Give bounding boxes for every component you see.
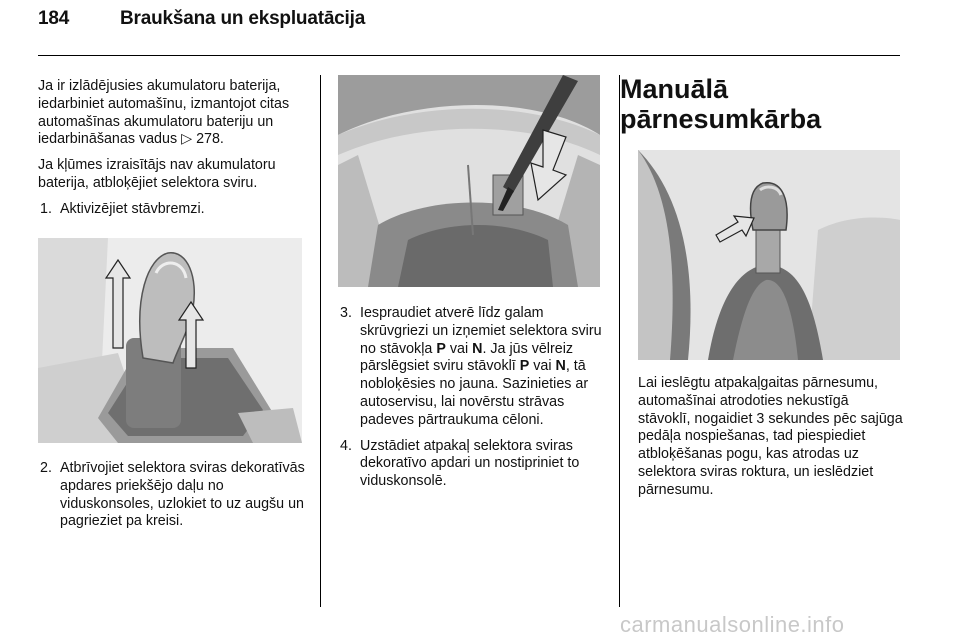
column-3 xyxy=(638,375,903,508)
figure-selector-lever xyxy=(38,238,302,443)
column-divider-2 xyxy=(619,75,620,607)
step-1: 1. Aktivizējiet stāvbremzi. xyxy=(40,200,205,217)
column-2 xyxy=(338,305,610,499)
column-divider-1 xyxy=(320,75,321,607)
reference-arrow-icon: ▷ xyxy=(181,131,193,148)
figure-screwdriver xyxy=(338,75,600,287)
step-4: 4. Uzstādiet atpakaļ selektora sviras dekoratīvo apdari un nostipriniet to viduskonsolē. xyxy=(340,437,580,490)
paragraph-reverse-gear: Lai ieslēgtu atpakaļgaitas pārnesumu, automašīnai atrodoties nekustīgā stāvoklī, nogaidiet 3 sekundes pēc sajūga pedāļa nospiešanas, tad piespiediet atbloķēšanas pogu, kas atrodas uz selektora sviras roktura, un ieslēdziet pārnesumu. xyxy=(638,375,903,498)
page-number: 184 xyxy=(38,8,70,29)
column-1-lower xyxy=(38,460,310,539)
step-2: 2. Atbrīvojiet selektora sviras dekoratīvās apdares priekšējo daļu no viduskonsoles, uzlokiet to uz augšu un pagrieziet pa kreisi. xyxy=(40,460,305,530)
page-header xyxy=(38,8,365,30)
step-3: 3. Iespraudiet atverē līdz galam skrūvgriezi un izņemiet selektora sviru no stāvokļa P vai N. Ja jūs vēlreiz pārslēgsiet sviru stāvoklī P vai N, tā nobloķēsies no jauna. Sazinieties ar autoservisu, lai novērstu strāvas padeves pārtraukuma cēloni. xyxy=(340,305,602,428)
column-1 xyxy=(38,78,310,227)
paragraph-dead-battery: Ja ir izlādējusies akumulatoru baterija, iedarbiniet automašīnu, izmantojot citas automašīnas akumulatoru bateriju un iedarbināšanas vadus ▷ 278. xyxy=(38,78,290,148)
page-reference: 278. xyxy=(196,131,224,148)
paragraph-unlock: Ja kļūmes izraisītājs nav akumulatoru baterija, atbloķējiet selektora sviru. xyxy=(38,157,276,191)
chapter-title: Braukšana un ekspluatācija xyxy=(120,8,366,29)
figure-manual-gearshift xyxy=(638,150,900,360)
header-rule xyxy=(38,55,900,56)
section-heading: Manuālā pārnesumkārba xyxy=(620,74,822,134)
watermark: carmanualsonline.info xyxy=(620,612,845,637)
